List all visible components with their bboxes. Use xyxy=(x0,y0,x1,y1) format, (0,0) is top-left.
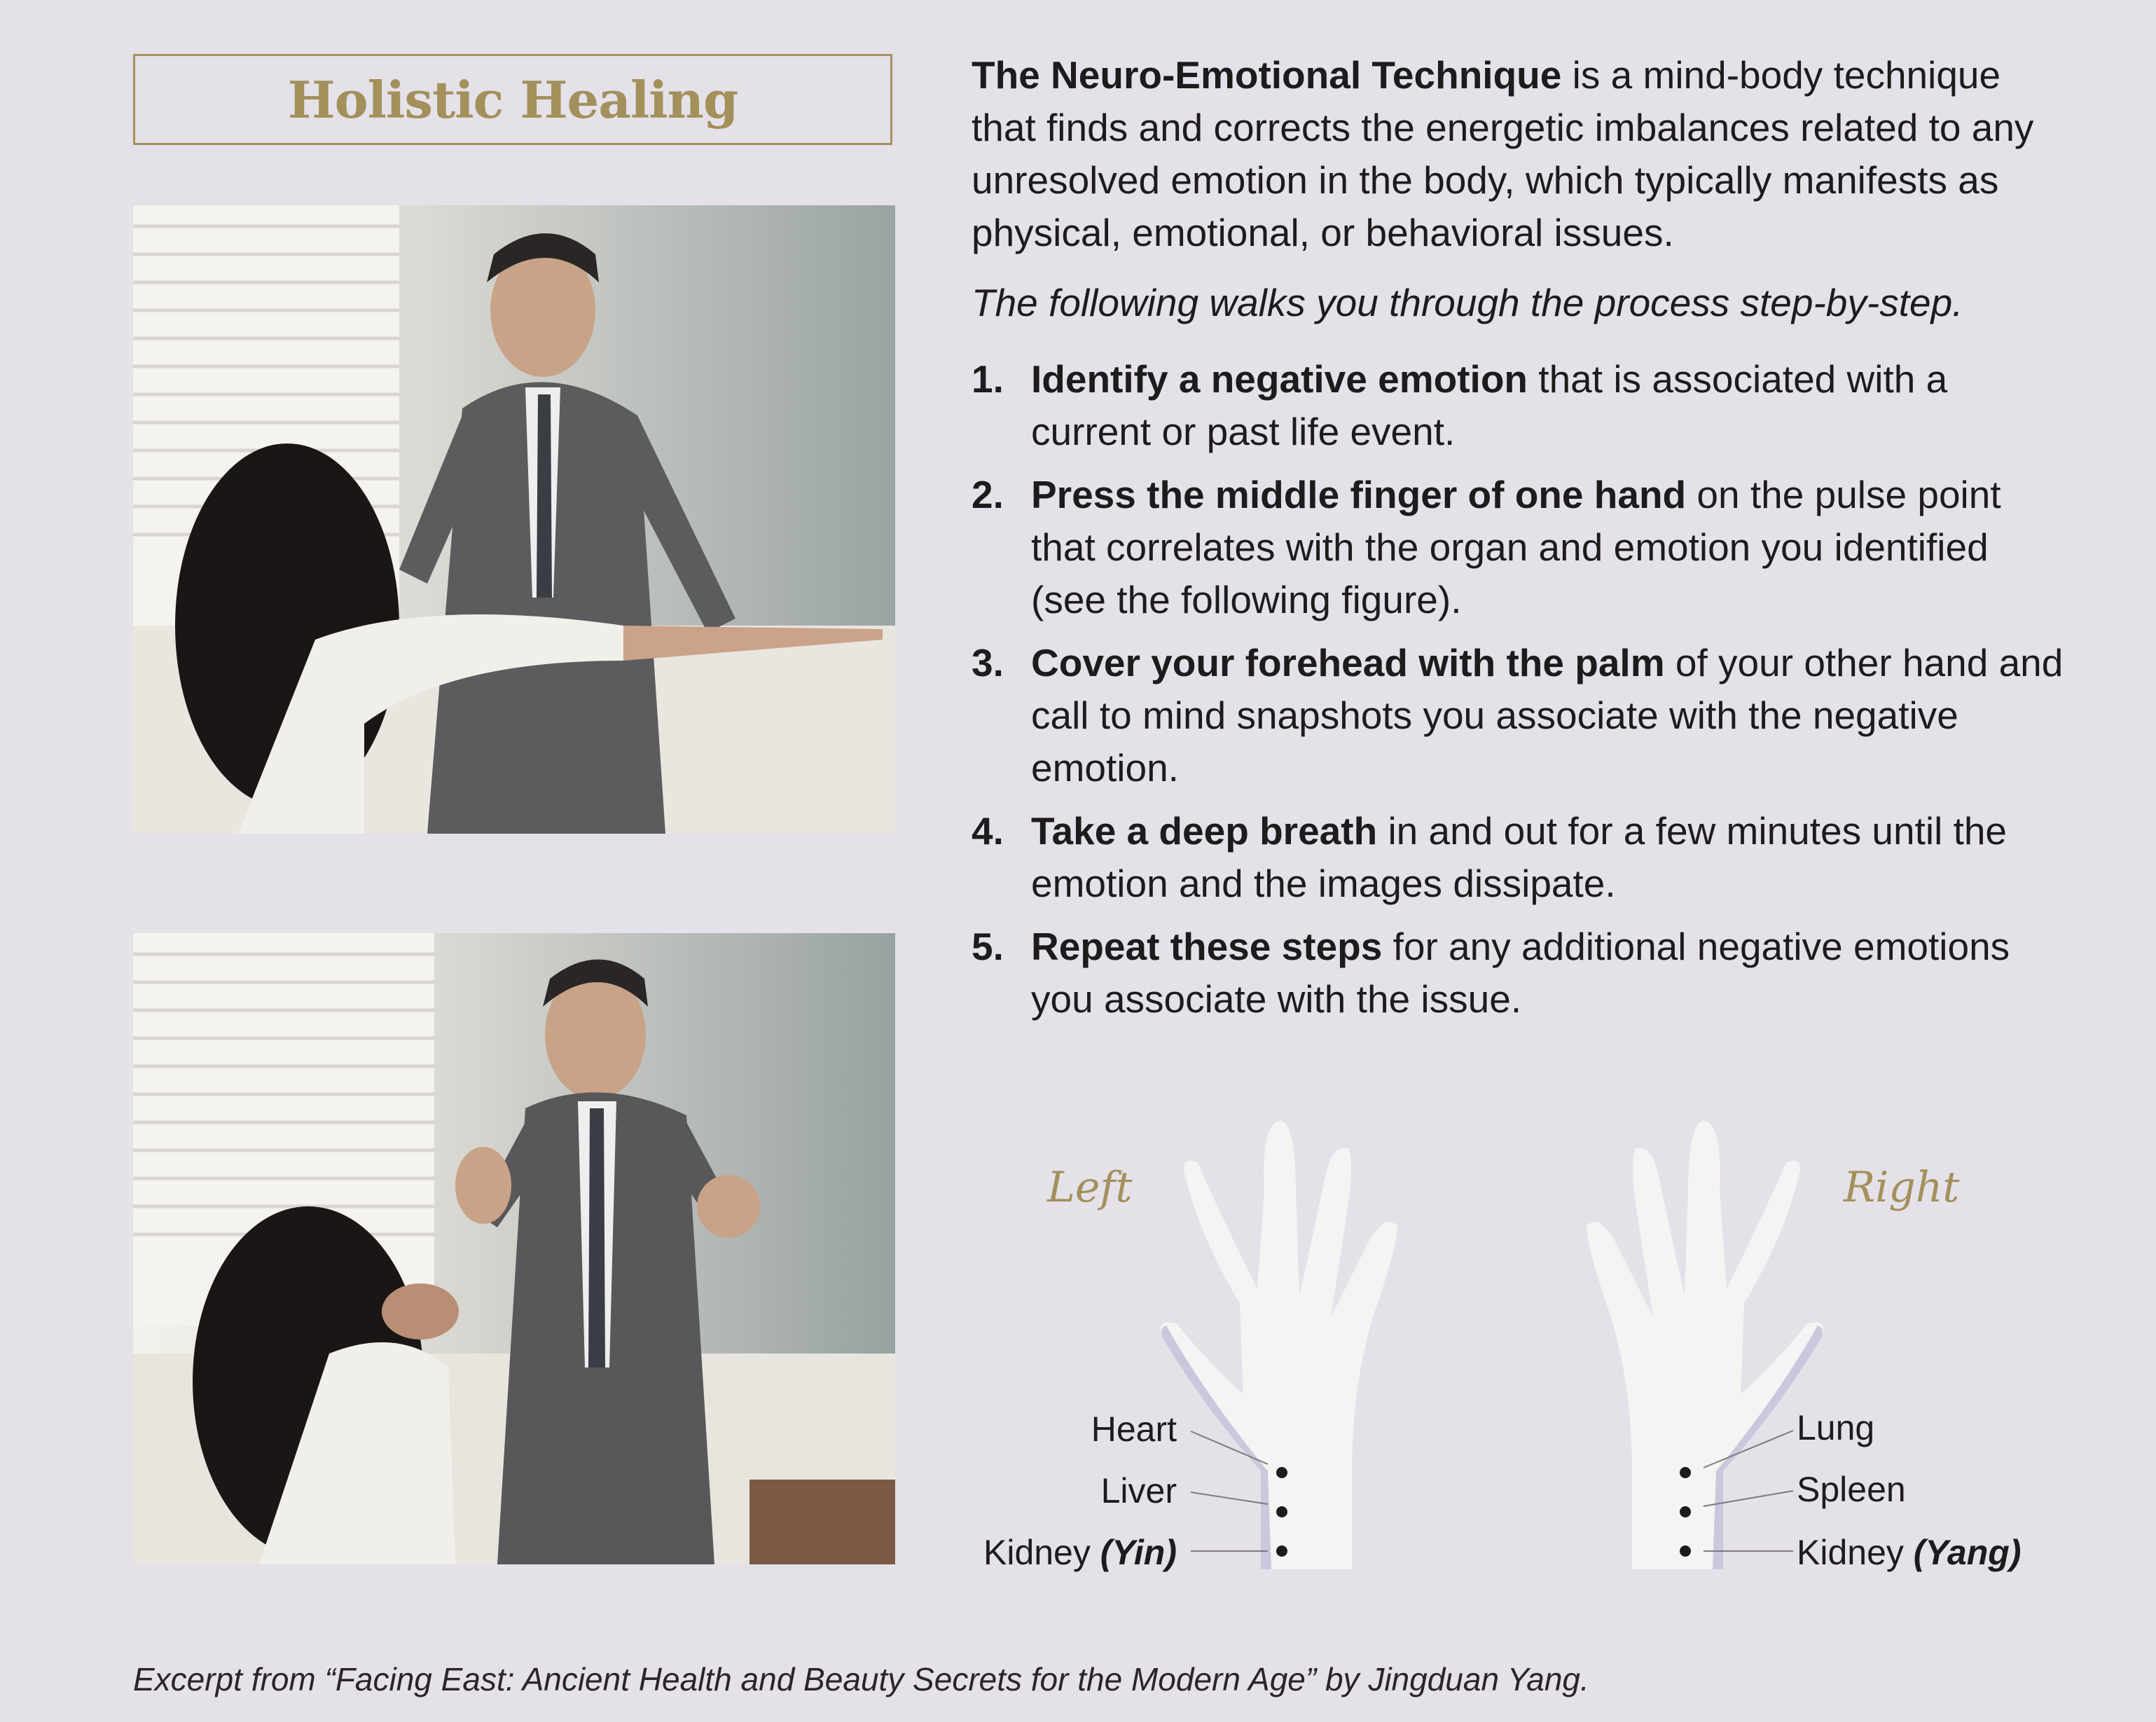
step-item xyxy=(972,469,2064,626)
sidebar-title-box xyxy=(133,54,892,145)
right-point-label xyxy=(1797,1468,1906,1510)
source-citation: Excerpt from “Facing East: Ancient Health and Beauty Secrets for the Modern Age” by Jingduan Yang. xyxy=(133,1661,1589,1697)
left-point-label xyxy=(911,1408,1177,1450)
practitioner-photo-arm-test xyxy=(133,205,895,834)
right-point-label xyxy=(1797,1407,1874,1449)
organ-name: Heart xyxy=(1091,1410,1177,1449)
organ-qualifier: (Yin) xyxy=(1100,1533,1177,1572)
intro-rest: is a mind-body technique that finds and corrects the energetic imbalances related to any unresolved emotion in the body, which typically manifests as physical, emotional, or behavioral issues. xyxy=(972,53,2034,254)
step-item xyxy=(972,805,2064,910)
organ-qualifier: (Yang) xyxy=(1913,1533,2022,1572)
step-number: 1. xyxy=(972,357,1004,401)
step-item xyxy=(972,353,2064,458)
organ-name: Kidney xyxy=(983,1533,1100,1572)
step-number: 4. xyxy=(972,809,1004,853)
left-hand-label: Left xyxy=(1047,1163,1133,1212)
step-bold: Take a deep breath xyxy=(1031,809,1378,853)
intro-paragraph xyxy=(972,49,2064,259)
left-hand-illustration xyxy=(1161,1121,1398,1569)
step-rest: for any additional negative emotions you associate with the issue. xyxy=(1031,925,2010,1021)
right-hand-illustration xyxy=(1587,1121,1823,1569)
step-bold: Press the middle finger of one hand xyxy=(1031,473,1687,516)
organ-name: Liver xyxy=(1100,1471,1177,1510)
lead-sentence: The following walks you through the process step-by-step. xyxy=(972,281,1963,324)
pulse-points-figure xyxy=(1121,1107,1863,1569)
organ-name: Lung xyxy=(1797,1408,1875,1447)
organ-name: Kidney xyxy=(1797,1533,1914,1572)
left-point-label xyxy=(911,1531,1177,1573)
step-rest: on the pulse point that correlates with the organ and emotion you identified (see the following figure). xyxy=(1031,473,2001,621)
step-rest: in and out for a few minutes until the emotion and the images dissipate. xyxy=(1031,809,2008,905)
practitioner-photo-forehead xyxy=(133,933,895,1564)
article-body xyxy=(972,49,2064,1036)
step-bold: Cover your forehead with the palm xyxy=(1031,641,1665,684)
step-number: 5. xyxy=(972,925,1004,968)
left-point-label xyxy=(911,1470,1177,1512)
sidebar-title: Holistic Healing xyxy=(287,69,738,130)
step-item xyxy=(972,637,2064,794)
intro-bold: The Neuro-Emotional Technique xyxy=(972,53,1562,97)
step-number: 3. xyxy=(972,641,1004,684)
organ-name: Spleen xyxy=(1797,1470,1906,1509)
step-number: 2. xyxy=(972,473,1004,516)
step-rest: that is associated with a current or past life event. xyxy=(1031,357,1948,453)
step-rest: of your other hand and call to mind snapshots you associate with the negative emotion. xyxy=(1031,641,2064,790)
right-hand-label: Right xyxy=(1844,1163,1960,1212)
step-bold: Repeat these steps xyxy=(1031,925,1383,968)
right-point-label xyxy=(1797,1531,2021,1573)
step-item xyxy=(972,921,2064,1026)
step-bold: Identify a negative emotion xyxy=(1031,357,1528,401)
steps-list xyxy=(972,353,2064,1026)
